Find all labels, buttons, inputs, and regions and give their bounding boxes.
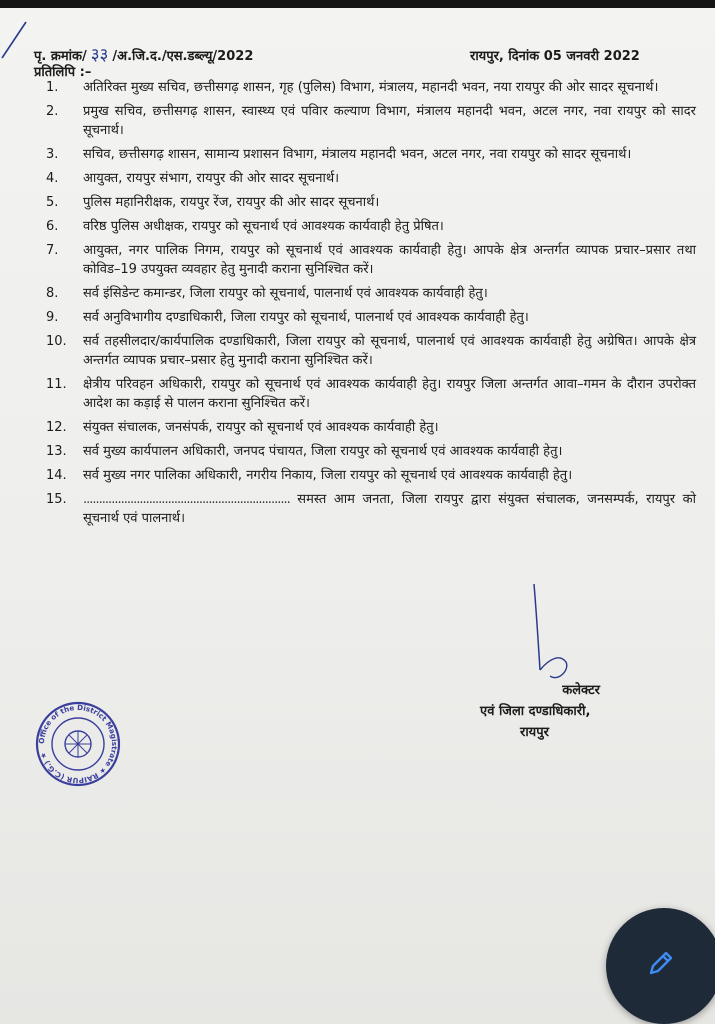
ref-prefix: पृ. क्रमांक/ xyxy=(34,49,87,64)
item-text: सर्व मुख्य कार्यपालन अधिकारी, जनपद पंचायत, जिला रायपुर को सूचनार्थ एवं आवश्यक कार्यवाही हेतु। xyxy=(83,444,563,459)
list-item xyxy=(46,145,696,164)
pencil-icon xyxy=(646,948,676,978)
item-number: 14. xyxy=(46,468,67,483)
signatory-designation: एवं जिला दण्डाधिकारी, xyxy=(480,704,591,719)
signature-block xyxy=(480,680,680,743)
item-number: 15. xyxy=(46,492,67,507)
list-item xyxy=(46,375,696,413)
item-number: 2. xyxy=(46,104,59,119)
list-item xyxy=(46,169,696,188)
recipient-list xyxy=(46,78,696,533)
item-text: वरिष्ठ पुलिस अधीक्षक, रायपुर को सूचनार्थ एवं आवश्यक कार्यवाही हेतु प्रेषित। xyxy=(83,219,444,234)
item-number: 12. xyxy=(46,420,67,435)
signatory-title: कलेक्टर xyxy=(562,683,600,698)
list-item xyxy=(46,332,696,370)
item-text: संयुक्त संचालक, जनसंपर्क, रायपुर को सूचनार्थ एवं आवश्यक कार्यवाही हेतु। xyxy=(83,420,439,435)
item-text: आयुक्त, नगर पालिक निगम, रायपुर को सूचनार्थ एवं आवश्यक कार्यवाही हेतु। आपके क्षेत्र अन्तर्गत व्यापक प्रचार–प्रसार तथा कोविड–19 उपयुक्त व्यवहार हेतु मुनादी कराना सुनिश्चित करें। xyxy=(83,243,696,277)
official-seal-stamp xyxy=(34,700,122,788)
item-text: क्षेत्रीय परिवहन अधिकारी, रायपुर को सूचनार्थ एवं आवश्यक कार्यवाही हेतु। रायपुर जिला अन्तर्गत आवा–गमन के दौरान उपरोक्त आदेश का कड़ाई से पालन कराना सुनिश्चित करें। xyxy=(83,377,696,411)
edit-fab-button[interactable] xyxy=(606,908,715,1024)
item-text: सर्व तहसीलदार/कार्यपालिक दण्डाधिकारी, जिला रायपुर को सूचनार्थ, पालनार्थ एवं आवश्यक कार्यवाही हेतु अग्रेषित। आपके क्षेत्र अन्तर्गत व्यापक प्रचार–प्रसार हेतु मुनादी कराना सुनिश्चित करें। xyxy=(83,334,696,368)
list-item xyxy=(46,102,696,140)
date-line: रायपुर, दिनांक 05 जनवरी 2022 xyxy=(470,49,640,64)
ref-suffix: /अ.जि.द./एस.डब्ल्यू/2022 xyxy=(112,49,254,64)
item-number: 4. xyxy=(46,171,59,186)
item-text: सर्व इंसिडेन्ट कमान्डर, जिला रायपुर को सूचनार्थ, पालनार्थ एवं आवश्यक कार्यवाही हेतु। xyxy=(83,286,488,301)
item-text: अतिरिक्त मुख्य सचिव, छत्तीसगढ़ शासन, गृह (पुलिस) विभाग, मंत्रालय, महानदी भवन, नया रायपुर की ओर सादर सूचनार्थ। xyxy=(83,80,659,95)
svg-text:Office of the District Magistr: Office of the District Magistrate ★ RAIPUR (C.G.) ★ xyxy=(36,702,120,786)
item-text: सर्व मुख्य नगर पालिका अधिकारी, नगरीय निकाय, जिला रायपुर को सूचनार्थ एवं आवश्यक कार्यवाही हेतु। xyxy=(83,468,573,483)
item-number: 8. xyxy=(46,286,59,301)
item-number: 10. xyxy=(46,334,67,349)
item-number: 9. xyxy=(46,310,59,325)
item-text xyxy=(83,490,696,528)
item-number: 3. xyxy=(46,147,59,162)
list-item xyxy=(46,308,696,327)
item-text: पुलिस महानिरीक्षक, रायपुर रेंज, रायपुर की ओर सादर सूचनार्थ। xyxy=(83,195,380,210)
item-text: आयुक्त, रायपुर संभाग, रायपुर की ओर सादर सूचनार्थ। xyxy=(83,171,340,186)
signatory-place: रायपुर xyxy=(520,725,549,740)
item-text-body: समस्त आम जनता, जिला रायपुर द्वारा संयुक्त संचालक, जनसम्पर्क, रायपुर को सूचनार्थ एवं पालनार्थ। xyxy=(83,492,696,526)
list-item xyxy=(46,217,696,236)
item-text: सर्व अनुविभागीय दण्डाधिकारी, जिला रायपुर को सूचनार्थ, पालनार्थ एवं आवश्यक कार्यवाही हेतु। xyxy=(83,310,529,325)
item-number: 6. xyxy=(46,219,59,234)
item-text: प्रमुख सचिव, छत्तीसगढ़ शासन, स्वास्थ्य एवं पविार कल्याण विभाग, मंत्रालय महानदी भवन, अटल नगर, नवा रायपुर को सादर सूचनार्थ। xyxy=(83,104,696,138)
copy-to-label: प्रतिलिपि :– xyxy=(34,65,92,80)
item-number: 13. xyxy=(46,444,67,459)
list-item xyxy=(46,466,696,485)
item-text: सचिव, छत्तीसगढ़ शासन, सामान्य प्रशासन विभाग, मंत्रालय महानदी भवन, अटल नगर, नवा रायपुर को सादर सूचनार्थ। xyxy=(83,147,632,162)
item-number: 5. xyxy=(46,195,59,210)
list-item xyxy=(46,241,696,279)
list-item xyxy=(46,193,696,212)
top-bar xyxy=(0,0,715,8)
item-number: 11. xyxy=(46,377,67,392)
list-item xyxy=(46,418,696,437)
ref-number-handwritten: ३३ xyxy=(90,45,109,65)
list-item xyxy=(46,490,696,528)
list-item xyxy=(46,442,696,461)
item-number: 1. xyxy=(46,80,59,95)
item-number: 7. xyxy=(46,243,59,258)
pen-mark xyxy=(0,18,30,63)
dotted-blank: .................................................................. xyxy=(83,492,290,507)
list-item xyxy=(46,78,696,97)
list-item xyxy=(46,284,696,303)
